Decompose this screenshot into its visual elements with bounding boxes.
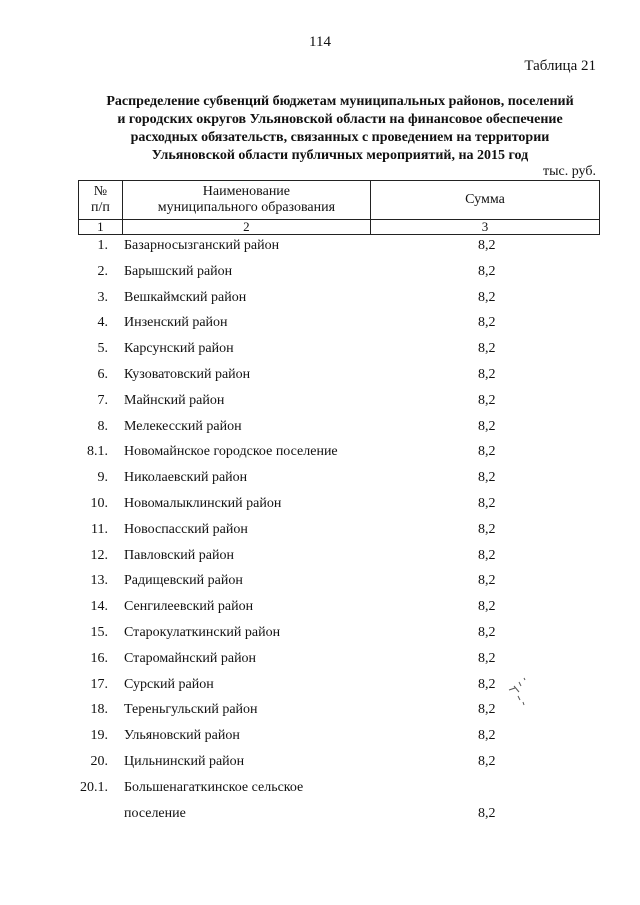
row-name: Сурский район (124, 676, 214, 692)
row-number: 3. (97, 289, 108, 305)
row-sum: 8,2 (478, 650, 496, 666)
table-body (78, 234, 600, 828)
header-index-2: 2 (122, 220, 370, 235)
table-row (78, 415, 600, 441)
row-sum: 8,2 (478, 728, 496, 744)
row-sum: 8,2 (478, 289, 496, 305)
table-row (78, 595, 600, 621)
row-name-line1: Большенагаткинское сельское (124, 779, 304, 795)
row-number: 12. (90, 547, 108, 563)
table-label: Таблица 21 (524, 58, 596, 74)
row-number: 18. (90, 702, 108, 718)
row-number: 8. (97, 418, 108, 434)
table-row (78, 337, 600, 363)
row-sum: 8,2 (478, 315, 496, 331)
row-name: Новоспасский район (124, 521, 248, 537)
scan-speck-mark (505, 674, 531, 710)
row-number: 9. (97, 470, 108, 486)
table-header (78, 180, 600, 235)
row-name: Барышский район (124, 263, 233, 279)
document-title (76, 93, 604, 165)
header-number-line1: № (93, 184, 108, 199)
header-index-1: 1 (79, 220, 123, 235)
row-sum: 8,2 (478, 702, 496, 718)
page-number: 114 (309, 34, 331, 50)
row-name: Тереньгульский район (124, 702, 258, 718)
row-number: 15. (90, 624, 108, 640)
header-name-cell (122, 181, 370, 220)
row-sum: 8,2 (478, 521, 496, 537)
row-number: 20.1. (80, 779, 108, 795)
row-sum: 8,2 (478, 624, 496, 640)
row-sum: 8,2 (478, 470, 496, 486)
row-sum: 8,2 (478, 676, 496, 692)
table-row (78, 389, 600, 415)
table-row (78, 750, 600, 776)
row-number: 2. (97, 263, 108, 279)
table-row (78, 286, 600, 312)
row-number: 6. (97, 366, 108, 382)
title-line: Ульяновской области публичных мероприятий, на 2015 год (151, 148, 529, 163)
title-line: расходных обязательств, связанных с проведением на территории (130, 130, 550, 145)
row-number: 19. (90, 728, 108, 744)
row-name: Радищевский район (124, 573, 243, 589)
row-sum: 8,2 (478, 547, 496, 563)
table-row (78, 724, 600, 750)
row-name: Карсунский район (124, 341, 234, 357)
header-name-line1: Наименование (202, 184, 291, 199)
row-number: 7. (97, 392, 108, 408)
row-sum: 8,2 (478, 366, 496, 382)
row-name-line2: поселение (124, 805, 186, 821)
header-name-line2: муниципального образования (157, 200, 336, 215)
header-index-3: 3 (371, 220, 600, 235)
row-sum: 8,2 (478, 599, 496, 615)
row-name: Николаевский район (124, 470, 248, 486)
row-sum: 8,2 (478, 753, 496, 769)
row-sum: 8,2 (478, 418, 496, 434)
table-row (78, 776, 600, 828)
row-number: 8.1. (87, 444, 108, 460)
table-row (78, 260, 600, 286)
table-row (78, 440, 600, 466)
table-row (78, 518, 600, 544)
row-number: 10. (90, 495, 108, 511)
row-sum: 8,2 (478, 263, 496, 279)
table-row (78, 544, 600, 570)
row-sum: 8,2 (478, 341, 496, 357)
row-number: 14. (90, 599, 108, 615)
row-number: 17. (90, 676, 108, 692)
title-line: Распределение субвенций бюджетам муниципальных районов, поселений (106, 94, 574, 109)
row-sum: 8,2 (478, 238, 496, 253)
table-row (78, 234, 600, 260)
row-sum: 8,2 (478, 495, 496, 511)
header-sum-cell: Сумма (371, 181, 600, 220)
row-sum: 8,2 (478, 573, 496, 589)
row-number: 13. (90, 573, 108, 589)
row-sum: 8,2 (478, 805, 496, 821)
table-row (78, 311, 600, 337)
header-number-cell (79, 181, 123, 220)
row-number: 5. (97, 341, 108, 357)
row-number: 16. (90, 650, 108, 666)
row-name: Инзенский район (124, 315, 228, 331)
table-row (78, 363, 600, 389)
row-name: Старомайнский район (124, 650, 257, 666)
row-name: Майнский район (124, 392, 225, 408)
row-name: Ульяновский район (124, 728, 240, 744)
row-name: Новомайнское городское поселение (124, 444, 338, 460)
table-row (78, 569, 600, 595)
title-line: и городских округов Ульяновской области на финансовое обеспечение (117, 112, 563, 127)
row-name: Сенгилеевский район (124, 599, 254, 615)
row-number: 1. (97, 238, 108, 253)
row-name: Павловский район (124, 547, 234, 563)
header-number-line2: п/п (90, 200, 110, 215)
row-name: Новомалыклинский район (124, 495, 282, 511)
row-number: 4. (97, 315, 108, 331)
row-name: Цильнинский район (124, 753, 245, 769)
row-name: Кузоватовский район (124, 366, 251, 382)
table-row (78, 466, 600, 492)
row-sum: 8,2 (478, 392, 496, 408)
row-sum: 8,2 (478, 444, 496, 460)
row-name: Вешкаймский район (124, 289, 247, 305)
table-row (78, 621, 600, 647)
units-label: тыс. руб. (543, 164, 596, 179)
table-row (78, 492, 600, 518)
row-name: Старокулаткинский район (124, 624, 281, 640)
row-number: 11. (91, 521, 108, 537)
table-row (78, 647, 600, 673)
row-number: 20. (90, 753, 108, 769)
row-name: Мелекесский район (124, 418, 242, 434)
row-name: Базарносызганский район (124, 238, 280, 253)
